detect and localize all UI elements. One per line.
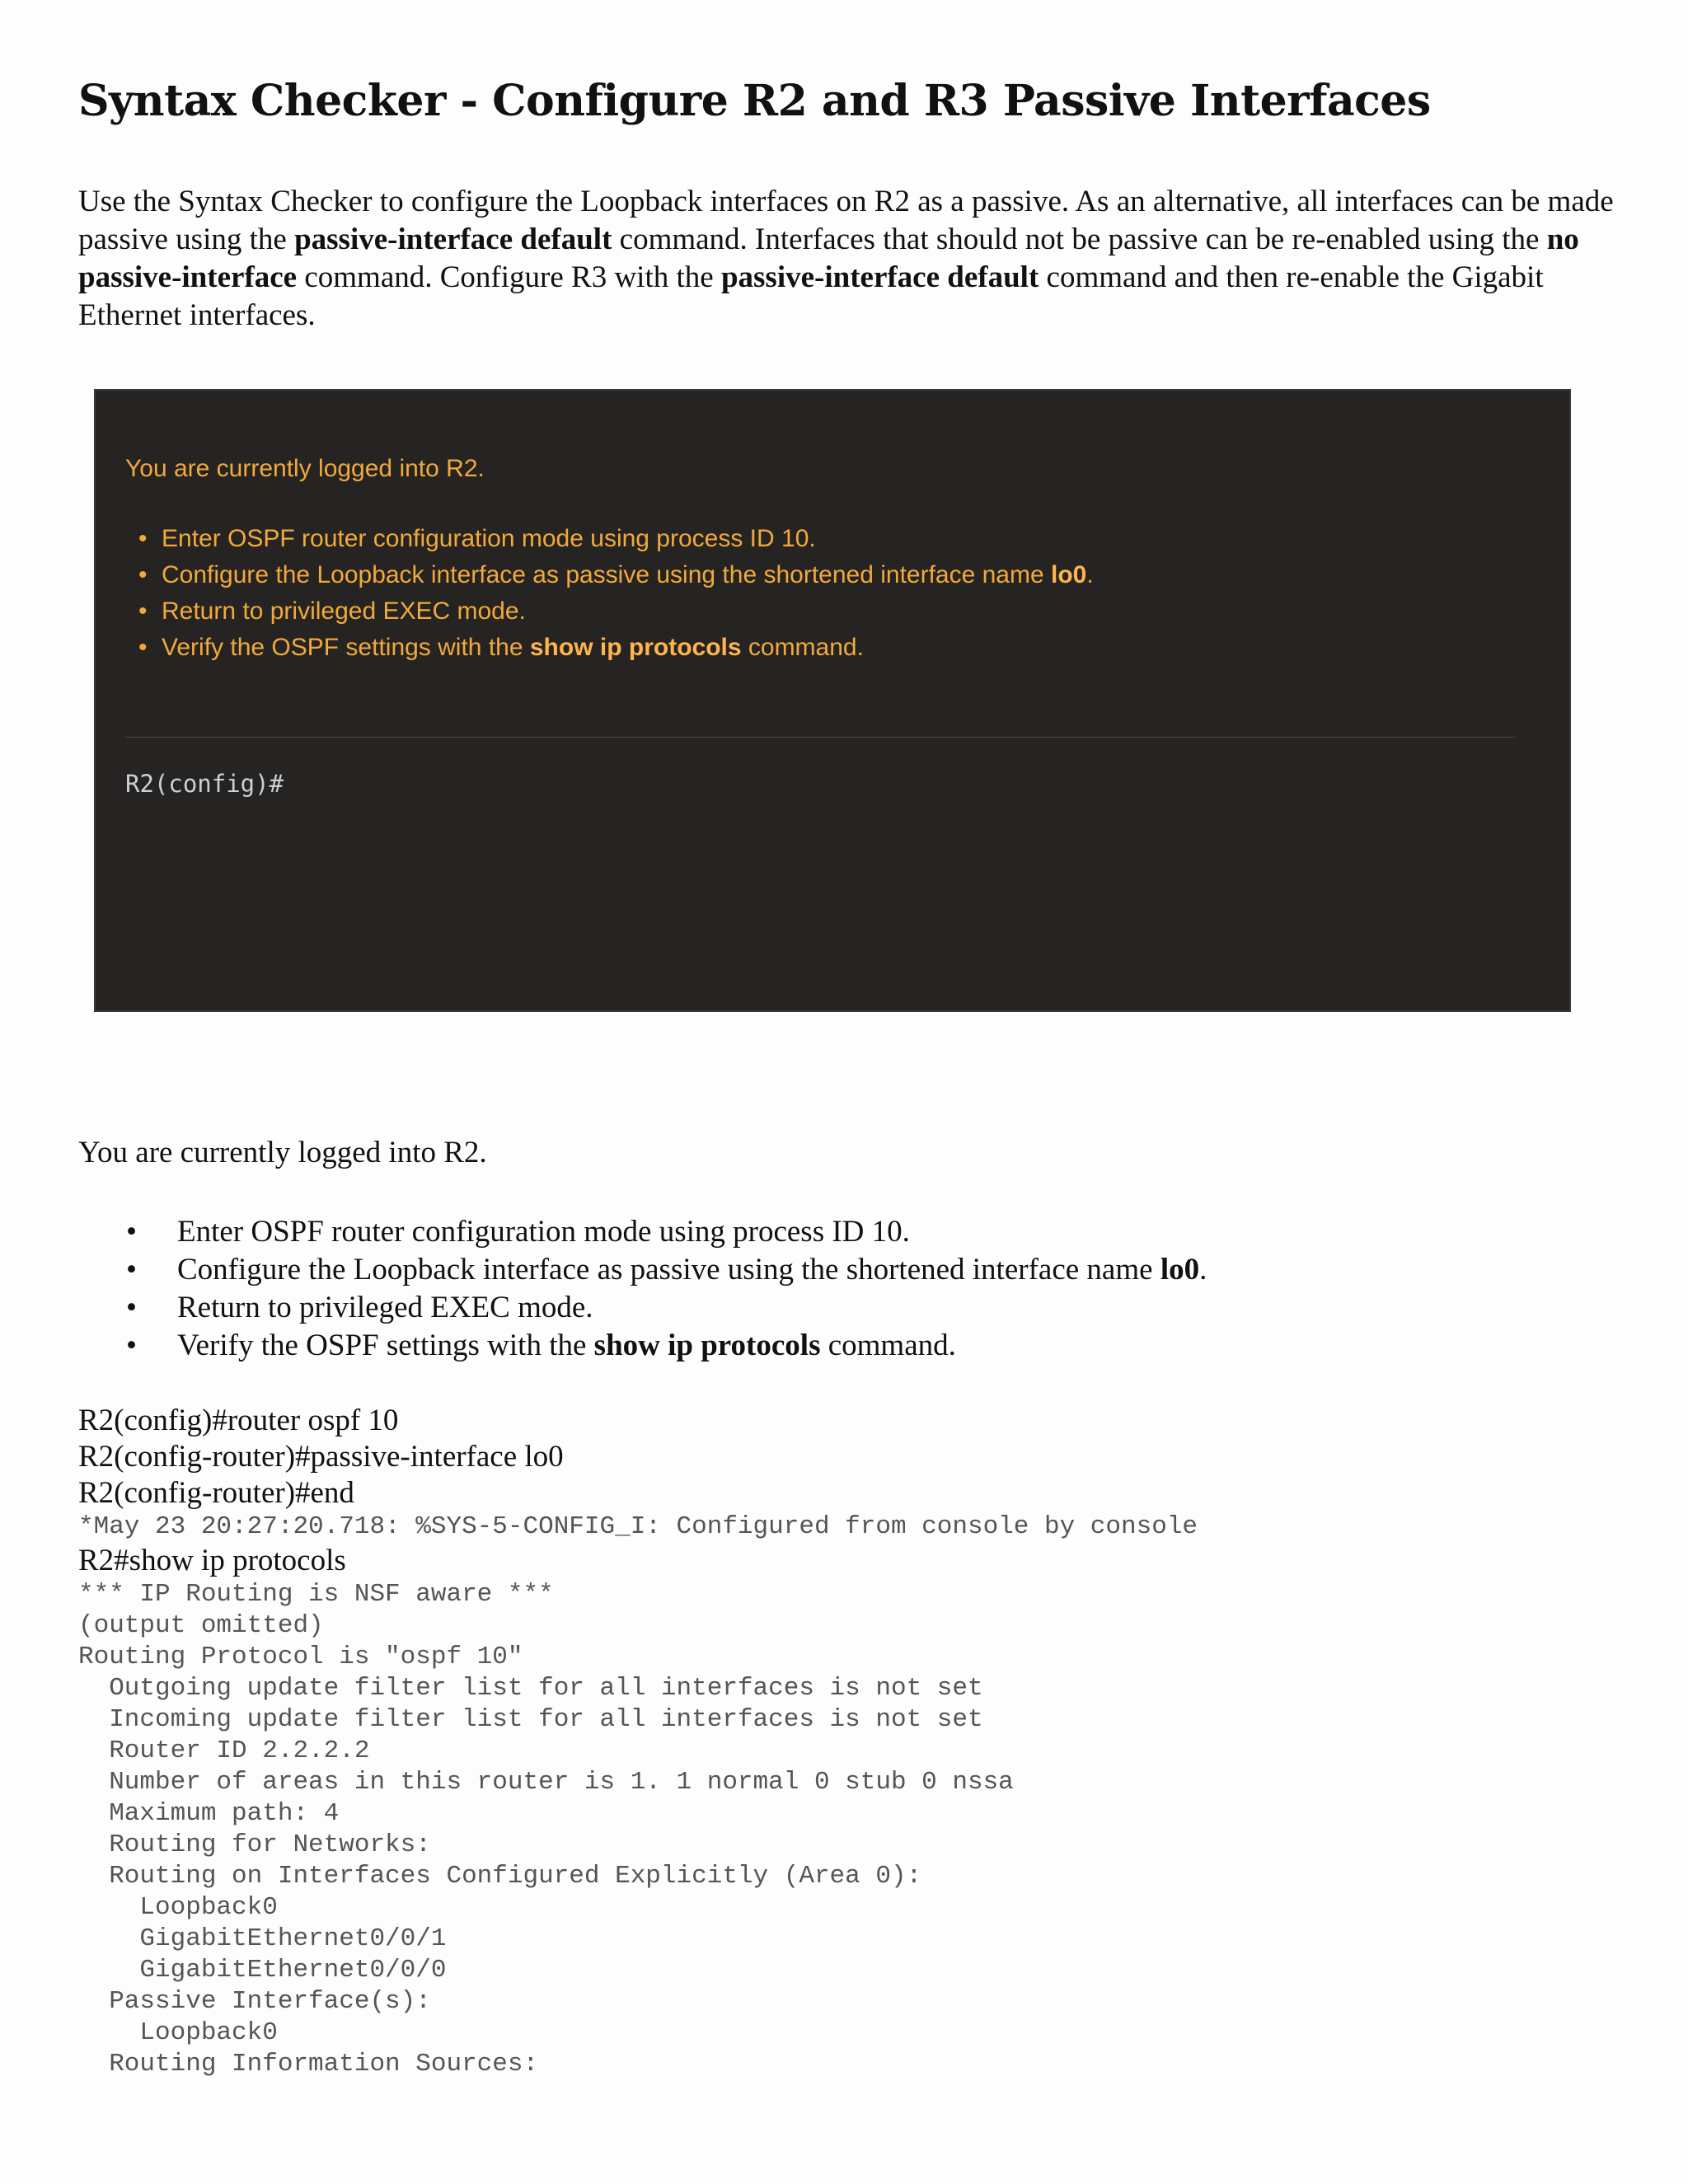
cli-log-line: *May 23 20:27:20.718: %SYS-5-CONFIG_I: Configured from console by console: [78, 1512, 1198, 1541]
output-line: *** IP Routing is NSF aware ***: [78, 1580, 554, 1609]
checker-task: [125, 630, 1094, 666]
checker-task-text: Verify the OSPF settings with the: [162, 634, 530, 661]
checker-task: [125, 557, 1094, 593]
output-line: (output omitted): [78, 1611, 324, 1640]
checker-task: [125, 521, 1094, 557]
intro-bold-1: passive-interface default: [294, 223, 612, 256]
task-after: command.: [820, 1329, 956, 1362]
checker-task-text: Return to privileged EXEC mode.: [162, 598, 526, 625]
output-line: Router ID 2.2.2.2: [78, 1736, 370, 1765]
output-line: Loopback0: [78, 1893, 278, 1922]
checker-task-bold: lo0: [1051, 561, 1087, 588]
syntax-checker-panel: [94, 389, 1571, 1012]
intro-text-4: command and then re-enable the Gigabit Ethernet interfaces.: [78, 260, 1544, 332]
task-bold: lo0: [1160, 1253, 1200, 1286]
checker-task-text: Enter OSPF router configuration mode using process ID 10.: [162, 525, 816, 552]
intro-text-1: Use the Syntax Checker to configure the Loopback interfaces on R2 as a passive. As an alternative, all interfaces can be made passive using the: [78, 185, 1614, 256]
output-line: GigabitEthernet0/0/0: [78, 1956, 447, 1985]
checker-task-bold: show ip protocols: [529, 634, 742, 661]
cli-command: R2#show ip protocols: [78, 1544, 346, 1577]
task-list: [78, 1213, 1207, 1365]
cli-command: R2(config-router)#end: [78, 1476, 354, 1510]
checker-divider: [125, 737, 1515, 738]
checker-task: [125, 593, 1094, 630]
output-line: GigabitEthernet0/0/1: [78, 1924, 447, 1953]
logged-in-text: You are currently logged into R2.: [78, 1136, 487, 1169]
intro-bold-2: no passive-interface: [78, 223, 1579, 294]
cli-transcript: [78, 1403, 1198, 2080]
task-text: Return to privileged EXEC mode.: [177, 1291, 593, 1324]
task-item: [78, 1213, 1207, 1251]
checker-intro: You are currently logged into R2.: [125, 455, 485, 482]
task-text: Verify the OSPF settings with the: [177, 1329, 594, 1362]
task-bold: show ip protocols: [593, 1329, 821, 1362]
checker-task-text: Configure the Loopback interface as passive using the shortened interface name: [162, 561, 1052, 588]
task-after: .: [1199, 1253, 1207, 1286]
task-item: [78, 1251, 1207, 1289]
output-line: Routing for Networks:: [78, 1830, 431, 1859]
checker-task-list: [125, 521, 1094, 666]
output-line: Routing on Interfaces Configured Explicitly (Area 0):: [78, 1862, 922, 1891]
cli-command: R2(config-router)#passive-interface lo0: [78, 1440, 564, 1474]
cli-output: [78, 1579, 1198, 2080]
checker-command-prompt[interactable]: R2(config)#: [125, 770, 284, 798]
output-line: Loopback0: [78, 2018, 278, 2047]
output-line: Incoming update filter list for all interfaces is not set: [78, 1705, 983, 1734]
task-item: [78, 1327, 1207, 1365]
intro-bold-3: passive-interface default: [720, 260, 1039, 294]
output-line: Routing Information Sources:: [78, 2050, 539, 2079]
output-line: Passive Interface(s):: [78, 1987, 431, 2016]
intro-paragraph: [78, 183, 1628, 335]
task-text: Configure the Loopback interface as passive using the shortened interface name: [177, 1253, 1160, 1286]
task-text: Enter OSPF router configuration mode using process ID 10.: [177, 1215, 910, 1249]
output-line: Outgoing update filter list for all interfaces is not set: [78, 1674, 983, 1703]
cli-command: R2(config)#router ospf 10: [78, 1404, 399, 1437]
output-line: Routing Protocol is "ospf 10": [78, 1643, 523, 1671]
output-line: Number of areas in this router is 1. 1 normal 0 stub 0 nssa: [78, 1768, 1014, 1797]
task-item: [78, 1289, 1207, 1327]
checker-task-after: command.: [741, 634, 864, 661]
output-line: Maximum path: 4: [78, 1799, 340, 1828]
intro-text-2: command. Interfaces that should not be passive can be re-enabled using the: [612, 223, 1547, 256]
page-title: Syntax Checker - Configure R2 and R3 Passive Interfaces: [78, 76, 1431, 126]
intro-text-3: command. Configure R3 with the: [297, 260, 721, 294]
checker-task-after: .: [1086, 561, 1094, 588]
